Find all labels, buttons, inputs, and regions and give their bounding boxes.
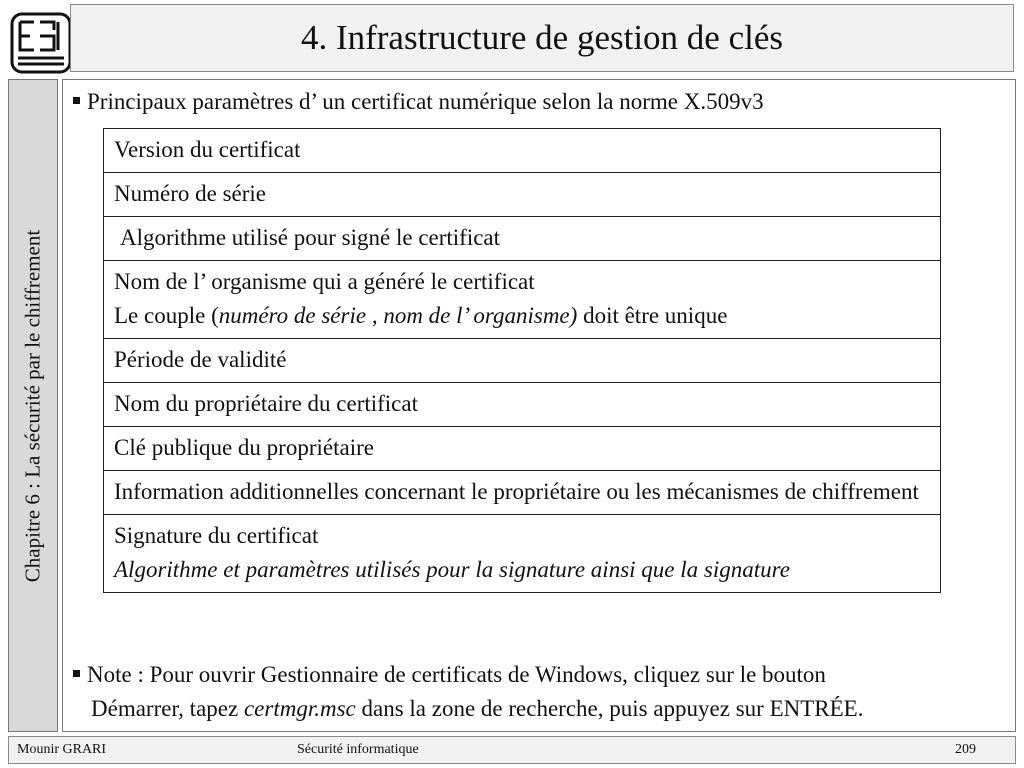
cell-line: Signature du certificat bbox=[114, 523, 319, 548]
table-row bbox=[104, 427, 941, 471]
chapter-sidebar bbox=[8, 79, 58, 732]
table-cell: Nom du propriétaire du certificat bbox=[104, 383, 941, 427]
cell-line bbox=[114, 299, 930, 333]
table-row bbox=[104, 339, 941, 383]
table-row bbox=[104, 515, 941, 593]
note-text: Démarrer, tapez bbox=[91, 696, 244, 721]
slide-title: 4. Infrastructure de gestion de clés bbox=[300, 18, 784, 57]
note-command: certmgr.msc bbox=[243, 696, 356, 721]
chapter-label: Chapitre 6 : La sécurité par le chiffrement bbox=[20, 229, 45, 582]
table-cell bbox=[104, 261, 941, 339]
square-bullet-icon bbox=[73, 97, 80, 104]
cell-text: Le couple ( bbox=[114, 303, 219, 328]
bullet-note bbox=[73, 658, 1005, 726]
note-line2 bbox=[73, 692, 1005, 726]
footer-course: Sécurité informatique bbox=[297, 742, 419, 757]
footer-bar bbox=[8, 736, 1016, 764]
title-bar bbox=[70, 4, 1014, 72]
table-row bbox=[104, 261, 941, 339]
table-row bbox=[104, 217, 941, 261]
square-bullet-icon bbox=[73, 670, 80, 677]
bullet-intro-text: Principaux paramètres d’ un certificat numérique selon la norme X.509v3 bbox=[87, 89, 764, 114]
certificate-parameters-table bbox=[103, 128, 941, 593]
table-row bbox=[104, 173, 941, 217]
table-cell bbox=[104, 515, 941, 593]
table-cell: Clé publique du propriétaire bbox=[104, 427, 941, 471]
table-row bbox=[104, 129, 941, 173]
cell-line: Nom de l’ organisme qui a généré le certificat bbox=[114, 269, 535, 294]
table-cell: Numéro de série bbox=[104, 173, 941, 217]
note-text-line1: Note : Pour ouvrir Gestionnaire de certificats de Windows, cliquez sur le bouton bbox=[87, 662, 826, 687]
note-text: dans la zone de recherche, puis appuyez sur ENTRÉE. bbox=[355, 696, 864, 721]
table-cell: Algorithme utilisé pour signé le certificat bbox=[104, 217, 941, 261]
bullet-intro bbox=[73, 85, 764, 119]
table-cell: Version du certificat bbox=[104, 129, 941, 173]
table-cell: Information additionnelles concernant le propriétaire ou les mécanismes de chiffrement bbox=[104, 471, 941, 515]
school-logo bbox=[10, 12, 72, 74]
footer-author: Mounir GRARI bbox=[17, 742, 107, 757]
esto-logo-icon bbox=[10, 12, 72, 74]
footer-page-number: 209 bbox=[955, 742, 976, 757]
slide-content bbox=[62, 79, 1016, 732]
table-row bbox=[104, 471, 941, 515]
cell-italic-text: numéro de série , nom de l’ organisme) bbox=[218, 303, 578, 328]
table-row bbox=[104, 383, 941, 427]
cell-italic-line: Algorithme et paramètres utilisés pour la signature ainsi que la signature bbox=[114, 557, 790, 582]
cell-text: doit être unique bbox=[577, 303, 728, 328]
table-cell: Période de validité bbox=[104, 339, 941, 383]
